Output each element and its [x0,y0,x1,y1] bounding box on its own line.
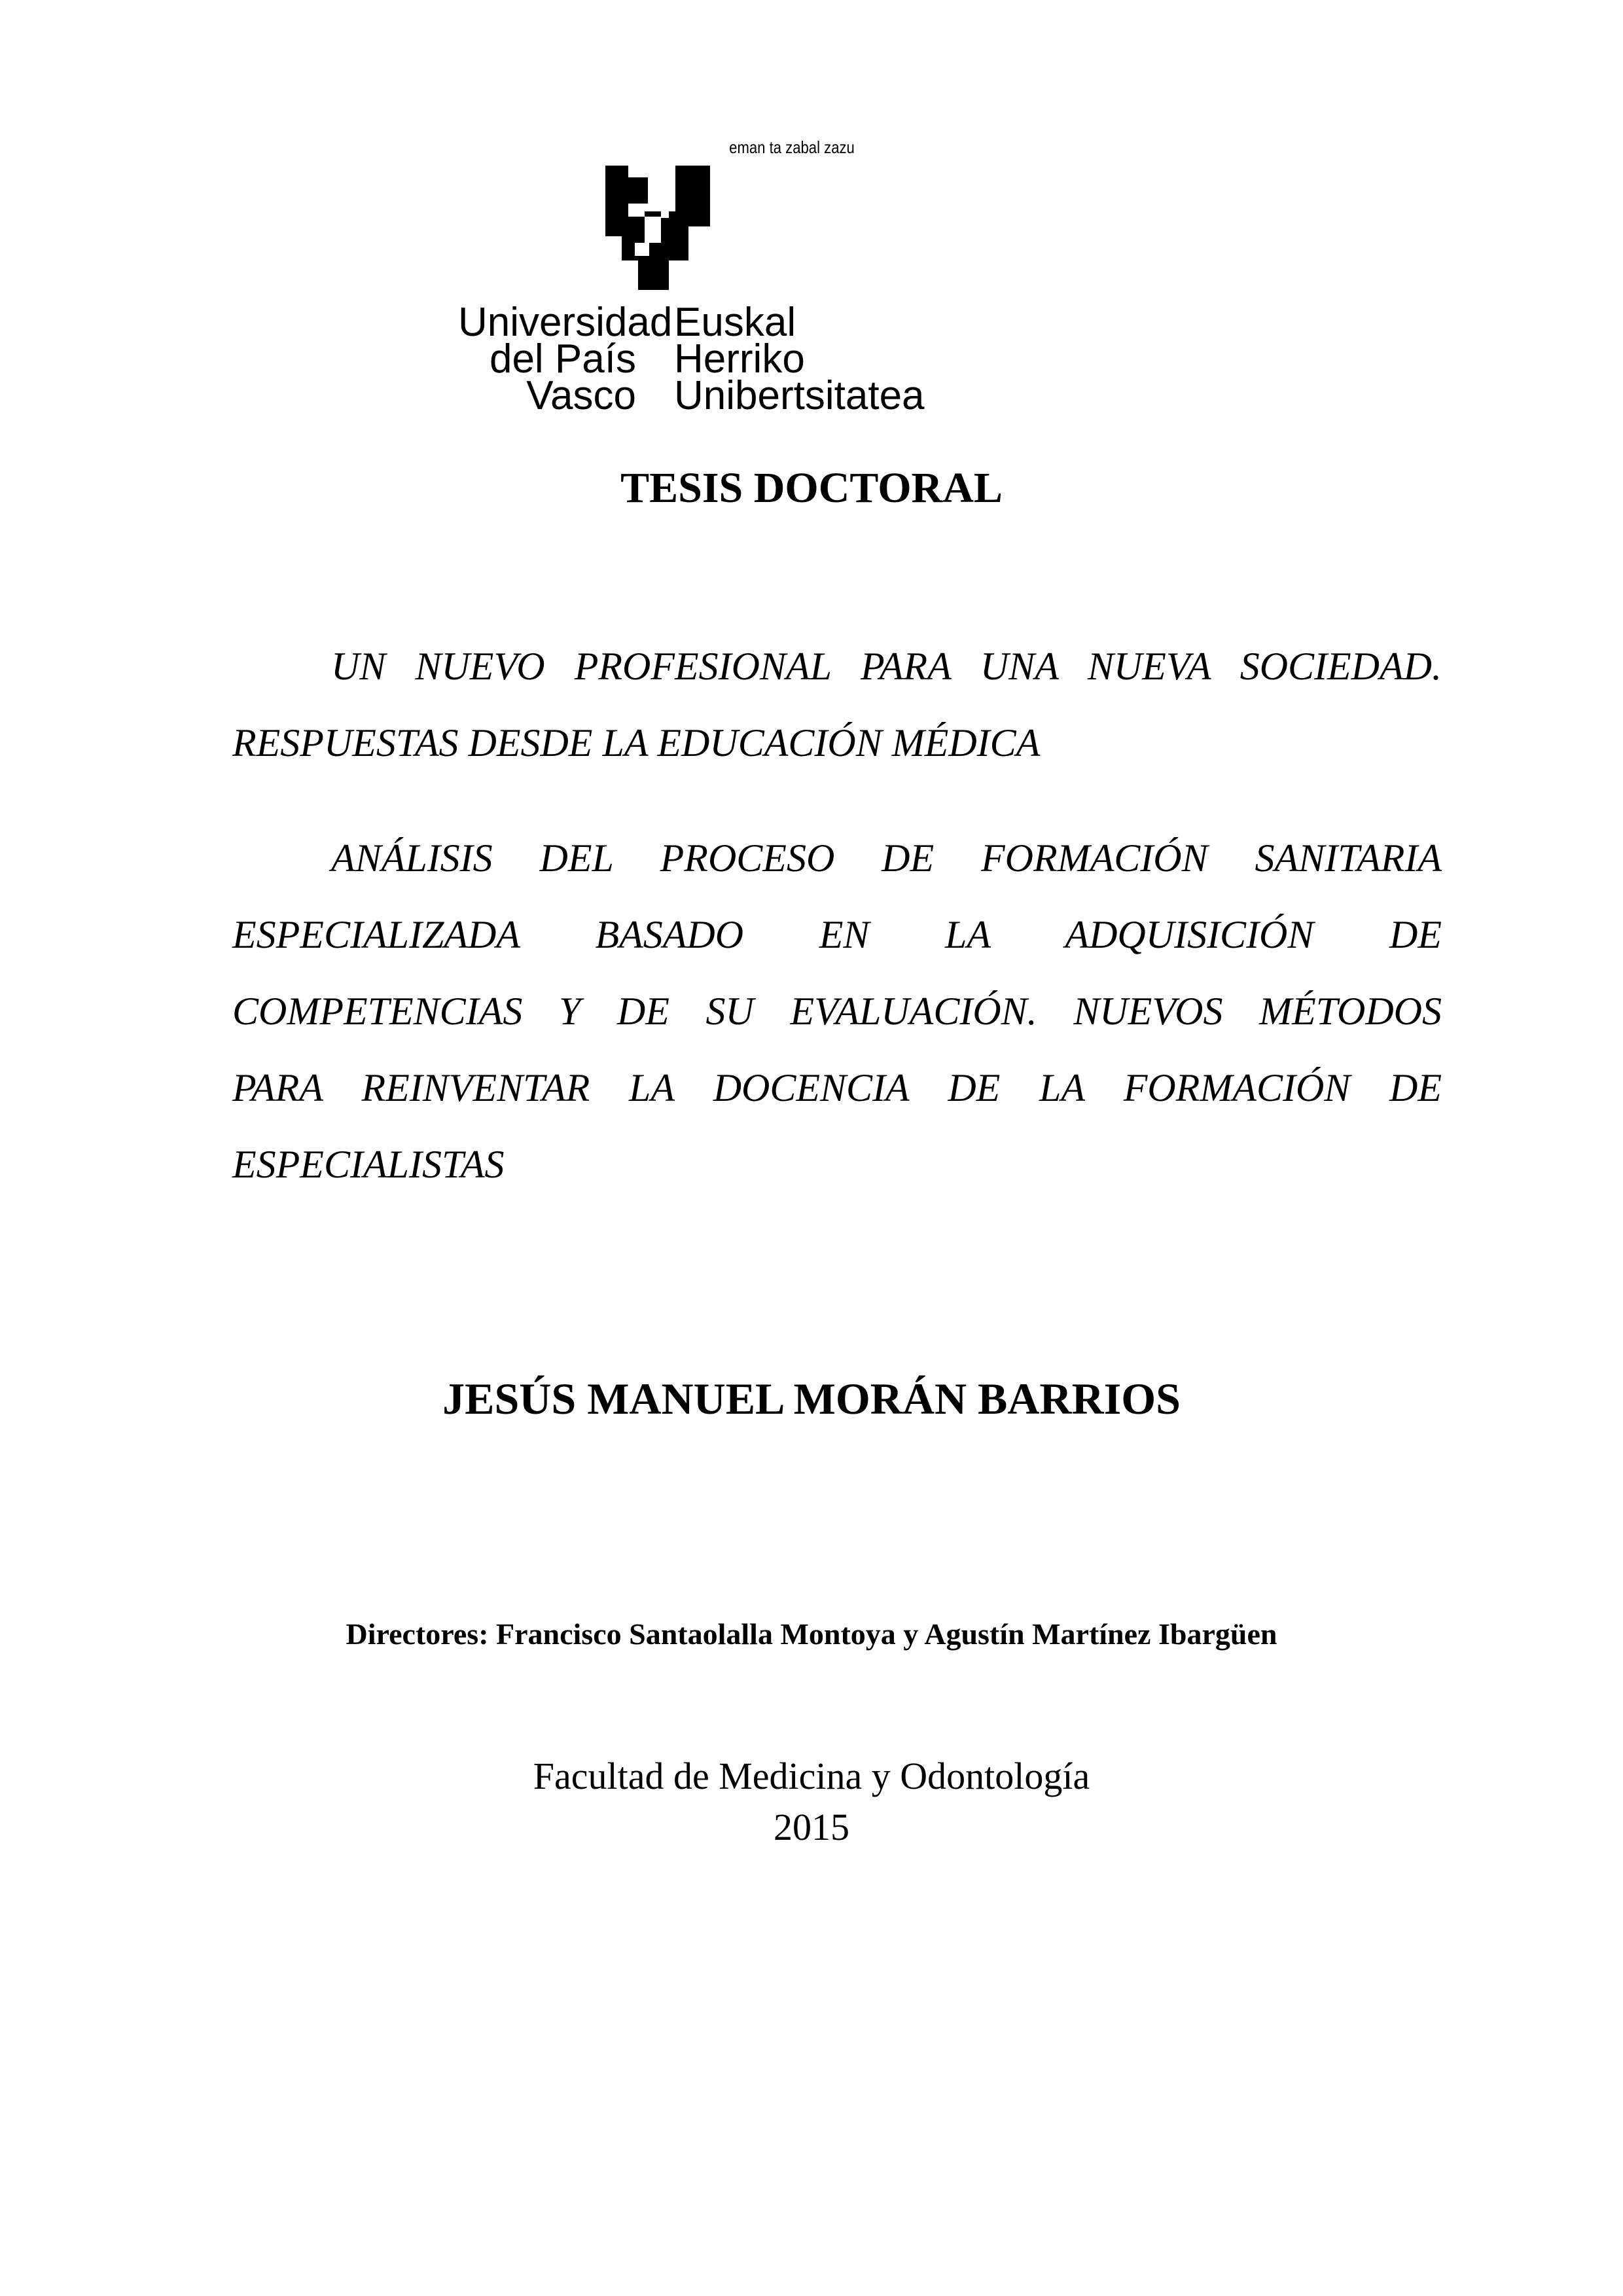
thesis-subtitle [232,820,1442,1203]
subtitle-line: COMPETENCIAS Y DE SU EVALUACIÓN. NUEVOS MÉTODOS [232,990,1442,1033]
university-name-spanish [458,300,673,418]
university-motto: eman ta zabal zazu [729,137,855,157]
thesis-directors: Directores: Francisco Santaolalla Montoya y Agustín Martínez Ibargüen [346,1617,1277,1651]
university-name-line: del País Vasco [489,336,636,418]
faculty-name: Facultad de Medicina y Odontología [533,1755,1090,1797]
subtitle-line: ANÁLISIS DEL PROCESO DE FORMACIÓN SANITARIA [331,836,1442,880]
document-type: TESIS DOCTORAL [620,464,1003,512]
subtitle-line: ESPECIALIZADA BASADO EN LA ADQUISICIÓN DE [232,913,1442,956]
author-name: JESÚS MANUEL MORÁN BARRIOS [442,1374,1181,1424]
university-name-line: Universidad [458,300,673,345]
subtitle-line: PARA REINVENTAR LA DOCENCIA DE LA FORMACIÓN DE [232,1066,1442,1109]
thesis-title [232,628,1442,781]
university-logo-icon [605,166,710,290]
university-name-line: Unibertsitatea [674,373,925,418]
university-name-line: Euskal Herriko [674,300,805,382]
thesis-year: 2015 [774,1806,849,1848]
subtitle-line: ESPECIALISTAS [232,1143,505,1186]
title-line: UN NUEVO PROFESIONAL PARA UNA NUEVA SOCIEDAD. [331,645,1442,688]
title-line: RESPUESTAS DESDE LA EDUCACIÓN MÉDICA [232,721,1041,764]
university-name-basque [674,300,925,418]
